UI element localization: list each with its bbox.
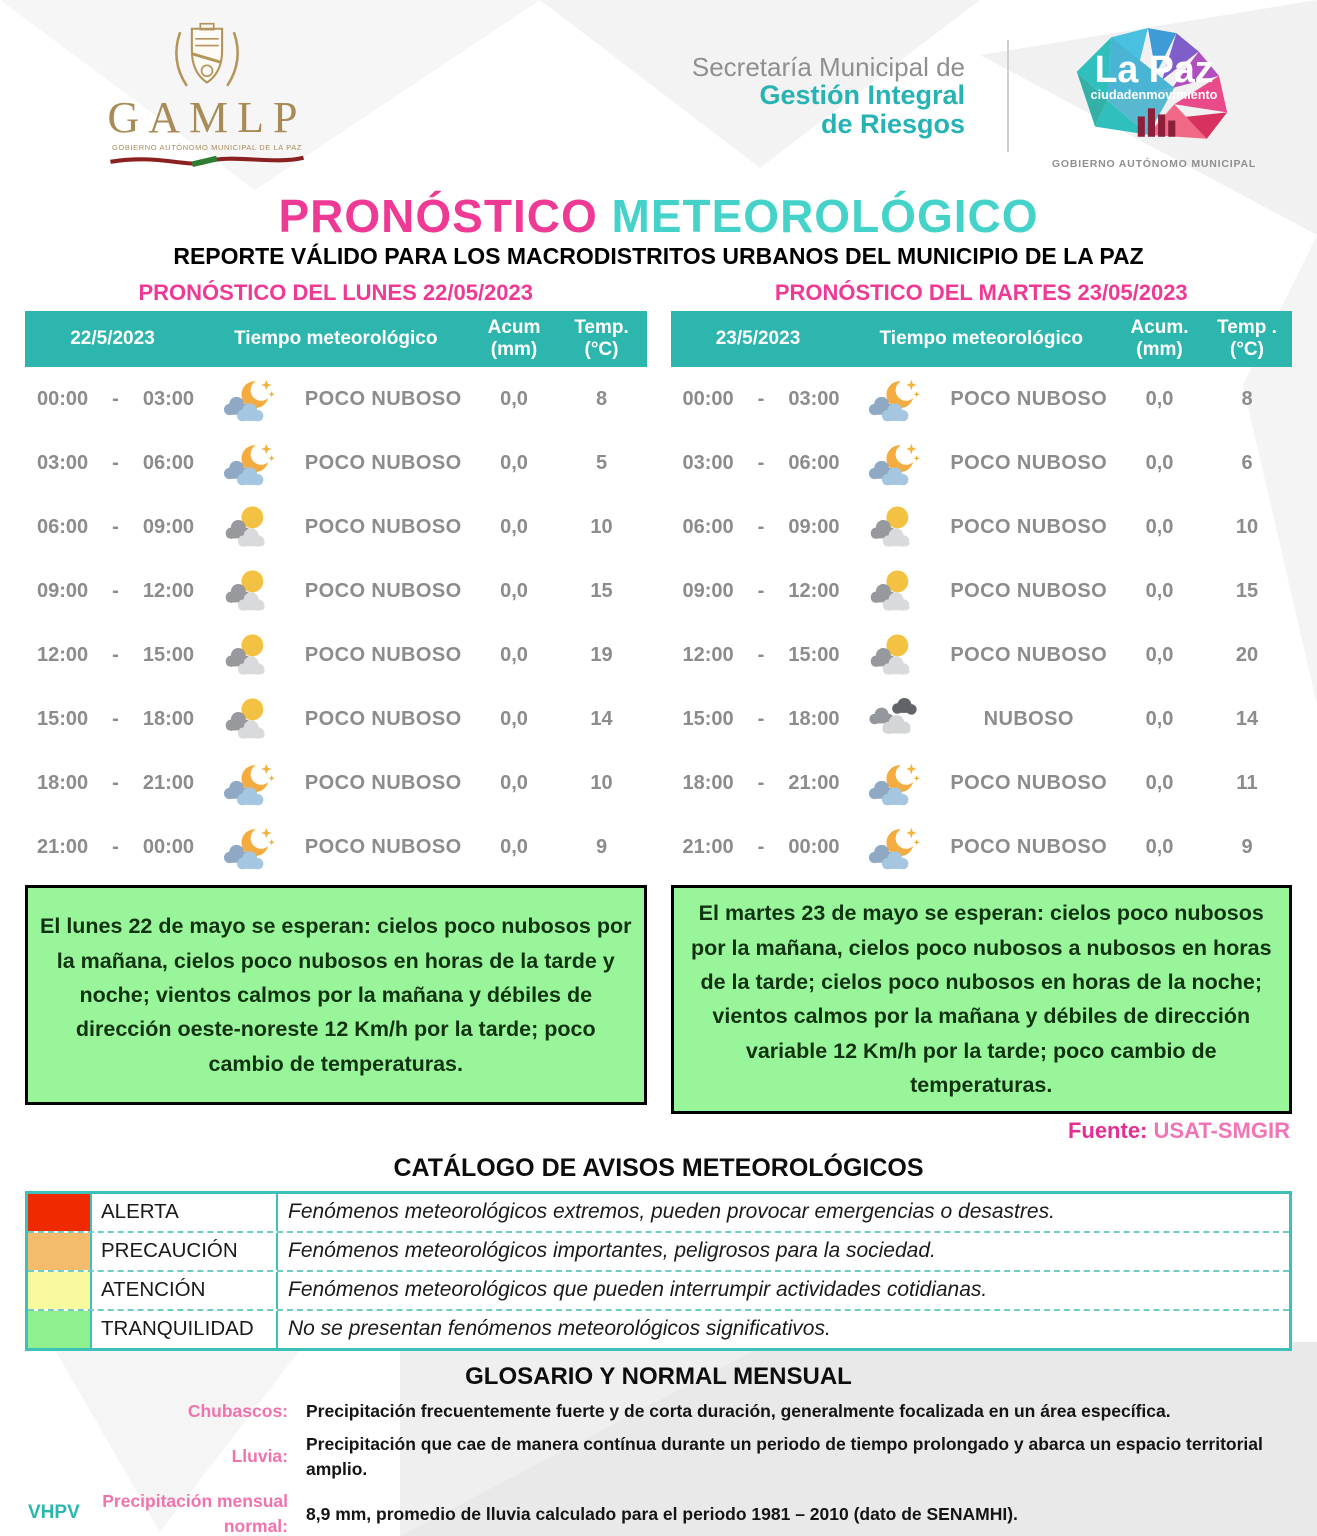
- time-from: 18:00: [37, 771, 89, 794]
- temperature-value: 15: [1235, 579, 1259, 602]
- forecast-title: PRONÓSTICO DEL MARTES 23/05/2023: [774, 280, 1188, 306]
- weather-condition: POCO NUBOSO: [950, 643, 1108, 666]
- night-cloudy-icon: [846, 760, 941, 806]
- time-range: [671, 644, 846, 667]
- alert-color-swatch: [28, 1311, 90, 1348]
- time-from: 03:00: [37, 451, 89, 474]
- forecast-row: [671, 495, 1293, 559]
- time-to: 21:00: [788, 771, 840, 794]
- time-to: 06:00: [788, 451, 840, 474]
- glossary-definition: 8,9 mm, promedio de lluvia calculado para el periodo 1981 – 2010 (dato de SENAMHI).: [306, 1504, 1018, 1525]
- column-temp: Temp. (°C): [574, 317, 629, 361]
- weather-condition: POCO NUBOSO: [950, 387, 1108, 410]
- forecast-column-monday: [25, 278, 647, 1113]
- catalog-title: CATÁLOGO DE AVISOS METEOROLÓGICOS: [393, 1153, 924, 1182]
- weather-condition: POCO NUBOSO: [304, 643, 462, 666]
- time-from: 12:00: [37, 643, 89, 666]
- time-range: [25, 644, 200, 667]
- time-from: 09:00: [37, 579, 89, 602]
- temperature-value: 14: [590, 707, 613, 730]
- forecast-grid: [25, 278, 1292, 1113]
- precipitation-value: 0,0: [1145, 835, 1174, 858]
- time-from: 06:00: [682, 515, 734, 538]
- weather-condition: POCO NUBOSO: [950, 515, 1108, 538]
- time-to: 03:00: [788, 387, 840, 410]
- time-range: [671, 708, 846, 731]
- alert-level-label: PRECAUCIÓN: [90, 1233, 278, 1270]
- temperature-value: 19: [590, 643, 613, 666]
- source-line: [27, 1118, 1290, 1144]
- column-weather: Tiempo meteorológico: [234, 328, 438, 350]
- precipitation-value: 0,0: [1145, 643, 1174, 666]
- time-range: [25, 772, 200, 795]
- time-separator: -: [757, 771, 765, 794]
- day-cloudy-icon: [846, 504, 941, 550]
- night-cloudy-icon: [200, 376, 295, 422]
- time-to: 00:00: [788, 835, 840, 858]
- forecast-title: PRONÓSTICO DEL LUNES 22/05/2023: [138, 280, 533, 306]
- precipitation-value: 0,0: [1145, 707, 1174, 730]
- temperature-value: 8: [1241, 387, 1253, 410]
- glossary-item: [40, 1489, 1275, 1536]
- weather-condition: POCO NUBOSO: [950, 835, 1108, 858]
- source-label: Fuente:: [1067, 1117, 1148, 1143]
- time-separator: -: [757, 579, 765, 602]
- time-separator: -: [112, 579, 119, 602]
- glossary-term: Precipitación mensual normal:: [102, 1491, 288, 1536]
- forecast-row: [671, 367, 1293, 431]
- lapaz-logo-icon: [1049, 23, 1259, 151]
- precipitation-value: 0,0: [500, 643, 528, 666]
- glossary-title: GLOSARIO Y NORMAL MENSUAL: [465, 1362, 852, 1390]
- time-separator: -: [757, 387, 765, 410]
- time-from: 21:00: [682, 835, 734, 858]
- day-cloudy-icon: [200, 504, 295, 550]
- alert-color-swatch: [28, 1272, 90, 1309]
- precipitation-value: 0,0: [1145, 515, 1174, 538]
- column-date: 22/5/2023: [70, 328, 155, 350]
- forecast-row: [25, 751, 647, 815]
- time-to: 00:00: [142, 835, 194, 858]
- alert-level-label: ATENCIÓN: [90, 1272, 278, 1309]
- report-subtitle: REPORTE VÁLIDO PARA LOS MACRODISTRITOS URBANOS DEL MUNICIPIO DE LA PAZ: [173, 243, 1144, 270]
- forecast-rows: [671, 367, 1293, 879]
- forecast-summary: El lunes 22 de mayo se esperan: cielos poco nubosos por la mañana, cielos poco nubosos en horas de la tarde y noche; vientos calmos por la mañana y débiles de dirección oeste-noreste 12 Km/h por la tarde; poco cambio de temperaturas.: [25, 885, 647, 1105]
- time-range: [671, 388, 846, 411]
- glossary-definition: Precipitación que cae de manera contínua durante un periodo de tiempo prolongado y abarca un espacio territorial amplio.: [306, 1434, 1263, 1479]
- gamlp-caption: GOBIERNO AUTÓNOMO MUNICIPAL DE LA PAZ: [111, 142, 302, 152]
- day-cloudy-icon: [200, 632, 295, 678]
- weather-condition: POCO NUBOSO: [304, 835, 462, 858]
- gamlp-acronym: GAMLP: [107, 92, 307, 142]
- glossary-item: [40, 1432, 1275, 1481]
- forecast-row: [671, 623, 1293, 687]
- time-from: 21:00: [37, 835, 89, 858]
- forecast-row: [25, 623, 647, 687]
- time-to: 12:00: [142, 579, 194, 602]
- time-to: 18:00: [142, 707, 194, 730]
- forecast-row: [25, 367, 647, 431]
- catalog-row: [28, 1311, 1289, 1348]
- temperature-value: 15: [590, 579, 613, 602]
- precipitation-value: 0,0: [1145, 771, 1174, 794]
- catalog-row: [28, 1272, 1289, 1311]
- time-separator: -: [112, 643, 119, 666]
- temperature-value: 10: [590, 515, 613, 538]
- gamlp-ribbon-icon: [94, 152, 320, 170]
- time-to: 12:00: [788, 579, 840, 602]
- time-separator: -: [112, 771, 119, 794]
- time-from: 03:00: [682, 451, 734, 474]
- catalog-row: [28, 1233, 1289, 1272]
- night-cloudy-icon: [846, 376, 941, 422]
- source-value: USAT-SMGIR: [1153, 1117, 1290, 1143]
- header: [0, 0, 1317, 192]
- night-cloudy-icon: [846, 824, 941, 870]
- glossary-term: Lluvia:: [231, 1445, 288, 1466]
- time-to: 09:00: [142, 515, 194, 538]
- time-from: 12:00: [682, 643, 734, 666]
- svg-text:La Paz: La Paz: [1094, 47, 1214, 90]
- weather-condition: POCO NUBOSO: [950, 579, 1108, 602]
- forecast-row: [671, 559, 1293, 623]
- precipitation-value: 0,0: [500, 515, 528, 538]
- glossary-term: Chubascos:: [187, 1400, 288, 1421]
- glossary-list: [40, 1399, 1275, 1536]
- forecast-table-header: [671, 311, 1293, 367]
- alert-level-label: ALERTA: [90, 1194, 278, 1231]
- time-range: [671, 580, 846, 603]
- time-to: 15:00: [788, 643, 840, 666]
- column-acum: Acum. (mm): [1130, 317, 1189, 361]
- time-range: [671, 772, 846, 795]
- header-divider: [1007, 40, 1009, 152]
- alert-color-swatch: [28, 1194, 90, 1231]
- catalog-table: [25, 1191, 1292, 1351]
- weather-condition: POCO NUBOSO: [304, 451, 462, 474]
- column-weather: Tiempo meteorológico: [879, 328, 1083, 350]
- time-to: 15:00: [142, 643, 194, 666]
- time-range: [25, 516, 200, 539]
- page-title-part2: METEOROLÓGICO: [611, 190, 1039, 242]
- weather-condition: POCO NUBOSO: [304, 515, 462, 538]
- forecast-row: [671, 815, 1293, 879]
- forecast-row: [25, 559, 647, 623]
- alert-description: Fenómenos meteorológicos extremos, pueden provocar emergencias o desastres.: [278, 1194, 1289, 1231]
- secretaria-title: [692, 53, 965, 139]
- time-to: 21:00: [142, 771, 194, 794]
- time-from: 06:00: [37, 515, 89, 538]
- cloudy-icon: [846, 696, 941, 742]
- time-separator: -: [757, 707, 765, 730]
- alert-description: Fenómenos meteorológicos importantes, peligrosos para la sociedad.: [278, 1233, 1289, 1270]
- time-to: 03:00: [142, 387, 194, 410]
- temperature-value: 11: [1236, 771, 1258, 794]
- time-range: [671, 516, 846, 539]
- time-from: 00:00: [682, 387, 734, 410]
- forecast-row: [25, 495, 647, 559]
- temperature-value: 20: [1235, 643, 1259, 666]
- time-to: 09:00: [788, 515, 840, 538]
- night-cloudy-icon: [200, 824, 295, 870]
- day-cloudy-icon: [200, 696, 295, 742]
- column-date: 23/5/2023: [715, 328, 801, 350]
- precipitation-value: 0,0: [1145, 451, 1174, 474]
- time-separator: -: [112, 707, 119, 730]
- precipitation-value: 0,0: [1145, 387, 1174, 410]
- time-range: [25, 836, 200, 859]
- precipitation-value: 0,0: [500, 387, 528, 410]
- forecast-row: [25, 687, 647, 751]
- time-range: [25, 580, 200, 603]
- alert-description: No se presentan fenómenos meteorológicos significativos.: [278, 1311, 1289, 1348]
- temperature-value: 10: [1235, 515, 1259, 538]
- page-title-part1: PRONÓSTICO: [278, 190, 598, 242]
- temperature-value: 14: [1235, 707, 1259, 730]
- precipitation-value: 0,0: [500, 771, 528, 794]
- day-cloudy-icon: [200, 568, 295, 614]
- time-separator: -: [112, 515, 119, 538]
- precipitation-value: 0,0: [1145, 579, 1174, 602]
- weather-condition: POCO NUBOSO: [304, 387, 462, 410]
- weather-condition: POCO NUBOSO: [304, 771, 462, 794]
- time-range: [25, 452, 200, 475]
- weather-condition: POCO NUBOSO: [950, 451, 1108, 474]
- forecast-row: [671, 751, 1293, 815]
- secretaria-line3: de Riesgos: [820, 109, 965, 140]
- column-temp: Temp . (°C): [1217, 317, 1277, 361]
- night-cloudy-icon: [200, 760, 295, 806]
- forecast-row: [671, 687, 1293, 751]
- precipitation-value: 0,0: [500, 451, 528, 474]
- time-from: 18:00: [682, 771, 734, 794]
- time-to: 06:00: [142, 451, 194, 474]
- weather-condition: POCO NUBOSO: [950, 771, 1108, 794]
- svg-text:ciudadenmovimiento: ciudadenmovimiento: [1090, 87, 1218, 102]
- weather-condition: NUBOSO: [983, 707, 1074, 730]
- precipitation-value: 0,0: [500, 579, 528, 602]
- lapaz-logo: [1029, 23, 1279, 170]
- time-range: [671, 452, 846, 475]
- secretaria-line2: Gestión Integral: [759, 79, 965, 110]
- time-separator: -: [757, 451, 765, 474]
- time-separator: -: [112, 835, 119, 858]
- forecast-summary: El martes 23 de mayo se esperan: cielos poco nubosos por la mañana, cielos poco nubosos a nubosos en horas de la tarde; cielos poco nubosos en horas de la noche; vientos calmos por la mañana y débiles de dirección variable 12 Km/h por la tarde; poco cambio de temperaturas.: [671, 885, 1293, 1113]
- forecast-row: [25, 815, 647, 879]
- night-cloudy-icon: [846, 440, 941, 486]
- lapaz-caption: GOBIERNO AUTÓNOMO MUNICIPAL: [1051, 157, 1257, 170]
- alert-level-label: TRANQUILIDAD: [90, 1311, 278, 1348]
- temperature-value: 9: [1241, 835, 1253, 858]
- gamlp-logo: [42, 18, 372, 175]
- page-title: [0, 192, 1317, 240]
- day-cloudy-icon: [846, 632, 941, 678]
- forecast-row: [25, 431, 647, 495]
- time-separator: -: [757, 515, 765, 538]
- author-initials: VHPV: [28, 1502, 80, 1523]
- forecast-column-tuesday: [671, 278, 1293, 1113]
- time-from: 09:00: [682, 579, 734, 602]
- catalog-row: [28, 1194, 1289, 1233]
- temperature-value: 5: [595, 451, 608, 474]
- glossary-definition: Precipitación frecuentemente fuerte y de corta duración, generalmente focalizada en un área específica.: [306, 1401, 1171, 1422]
- forecast-table-header: [25, 311, 647, 367]
- temperature-value: 9: [595, 835, 608, 858]
- time-separator: -: [757, 643, 765, 666]
- time-from: 15:00: [682, 707, 734, 730]
- secretaria-line1: Secretaría Municipal de: [691, 51, 965, 82]
- time-range: [671, 836, 846, 859]
- forecast-rows: [25, 367, 647, 879]
- temperature-value: 10: [590, 771, 613, 794]
- temperature-value: 8: [595, 387, 608, 410]
- alert-color-swatch: [28, 1233, 90, 1270]
- forecast-row: [671, 431, 1293, 495]
- temperature-value: 6: [1241, 451, 1253, 474]
- time-separator: -: [112, 451, 119, 474]
- glossary-item: [40, 1399, 1275, 1424]
- time-range: [25, 708, 200, 731]
- gamlp-crest-icon: [165, 22, 249, 96]
- day-cloudy-icon: [846, 568, 941, 614]
- column-acum: Acum (mm): [487, 317, 541, 361]
- time-separator: -: [757, 835, 765, 858]
- weather-condition: POCO NUBOSO: [304, 707, 462, 730]
- precipitation-value: 0,0: [500, 707, 528, 730]
- time-separator: -: [112, 387, 119, 410]
- time-range: [25, 388, 200, 411]
- time-to: 18:00: [788, 707, 840, 730]
- weather-condition: POCO NUBOSO: [304, 579, 462, 602]
- alert-description: Fenómenos meteorológicos que pueden interrumpir actividades cotidianas.: [278, 1272, 1289, 1309]
- time-from: 00:00: [37, 387, 89, 410]
- precipitation-value: 0,0: [500, 835, 528, 858]
- night-cloudy-icon: [200, 440, 295, 486]
- time-from: 15:00: [37, 707, 89, 730]
